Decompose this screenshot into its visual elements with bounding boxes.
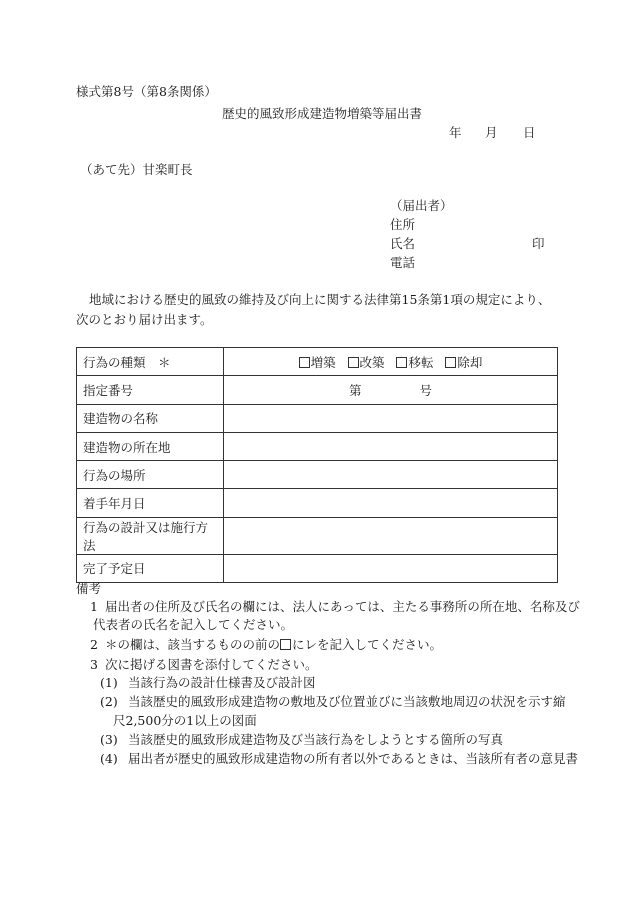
row-label-action-type: 行為の種類 ＊	[77, 348, 224, 376]
form-table	[76, 347, 558, 583]
table-row	[77, 489, 558, 517]
table-row	[77, 461, 558, 489]
remarks-heading: 備考	[76, 581, 102, 596]
row-label-completion-date: 完了予定日	[77, 554, 224, 582]
checkbox-square[interactable]	[445, 357, 456, 368]
row-label-start-date: 着手年月日	[77, 489, 224, 517]
sub-item-text-continued: 尺2,500分の1以上の図面	[113, 713, 257, 728]
building-location-value[interactable]	[224, 432, 558, 460]
remark-text: ＊の欄は、該当するものの前の にレを記入してください。	[105, 637, 443, 652]
table-row	[77, 554, 558, 582]
checkbox-square-icon	[280, 639, 291, 650]
sub-item-text: 届出者が歴史的風致形成建造物の所有者以外であるときは、当該所有者の意見書	[128, 751, 579, 766]
checkbox-square[interactable]	[396, 357, 407, 368]
table-row	[77, 348, 558, 376]
checkbox-option[interactable]: 増築	[299, 355, 336, 370]
remark-text: 次に掲げる図書を添付してください。	[105, 657, 318, 672]
building-name-value[interactable]	[224, 404, 558, 432]
remark-text: 届出者の住所及び氏名の欄には、法人にあっては、主たる事務所の所在地、名称及び	[105, 599, 580, 614]
row-label-building-location: 建造物の所在地	[77, 432, 224, 460]
checkbox-square[interactable]	[299, 357, 310, 368]
action-place-value[interactable]	[224, 461, 558, 489]
sub-item-text: 当該行為の設計仕様書及び設計図	[128, 675, 316, 690]
table-row	[77, 376, 558, 404]
checkbox-option[interactable]: 移転	[396, 355, 433, 370]
addressee: （あて先）甘楽町長	[80, 162, 193, 177]
checkbox-square[interactable]	[348, 357, 359, 368]
notifier-block	[390, 196, 550, 272]
sub-item-number: (2)	[100, 694, 118, 709]
name-row	[390, 234, 550, 253]
checkbox-option[interactable]: 除却	[445, 355, 482, 370]
design-method-value[interactable]	[224, 517, 558, 554]
seal-mark: 印	[532, 236, 545, 251]
row-label-action-place: 行為の場所	[77, 461, 224, 489]
action-type-options	[224, 348, 558, 376]
document-title: 歴史的風致形成建造物増築等届出書	[222, 106, 423, 121]
sub-item-number: (3)	[100, 732, 118, 747]
date-year: 年	[449, 125, 462, 140]
row-label-design-method: 行為の設計又は施行方法	[77, 517, 224, 554]
designation-dai: 第	[348, 382, 362, 398]
table-row	[77, 404, 558, 432]
intro-text: 地域における歴史的風致の維持及び向上に関する法律第15条第1項の規定により、次のとおり届け出ます。	[76, 292, 551, 327]
notifier-heading: （届出者）	[390, 198, 453, 213]
form-number: 様式第8号（第8条関係）	[76, 84, 217, 99]
remark-number: 2	[90, 637, 98, 652]
designation-number-value[interactable]	[224, 376, 558, 404]
date-month: 月	[485, 125, 498, 140]
date-line	[449, 123, 536, 141]
completion-date-value[interactable]	[224, 554, 558, 582]
remark-number: 1	[90, 599, 98, 614]
sub-item-text: 当該歴史的風致形成建造物及び当該行為をしようとする箇所の写真	[128, 732, 504, 747]
table-row	[77, 517, 558, 554]
row-label-designation-number: 指定番号	[77, 376, 224, 404]
designation-go: 号	[419, 382, 433, 398]
sub-item-number: (1)	[100, 675, 118, 690]
address-label: 住所	[390, 217, 416, 232]
phone-label: 電話	[390, 255, 416, 270]
remark-number: 3	[90, 657, 98, 672]
row-label-building-name: 建造物の名称	[77, 404, 224, 432]
checkbox-option[interactable]: 改築	[348, 355, 385, 370]
sub-item-number: (4)	[100, 751, 118, 766]
start-date-value[interactable]	[224, 489, 558, 517]
remark-text-continued: 代表者の氏名を記入してください。	[93, 617, 294, 632]
date-day: 日	[523, 125, 536, 140]
table-row	[77, 432, 558, 460]
name-label: 氏名	[390, 236, 416, 251]
sub-item-text: 当該歴史的風致形成建造物の敷地及び位置並びに当該敷地周辺の状況を示す縮	[128, 694, 566, 709]
